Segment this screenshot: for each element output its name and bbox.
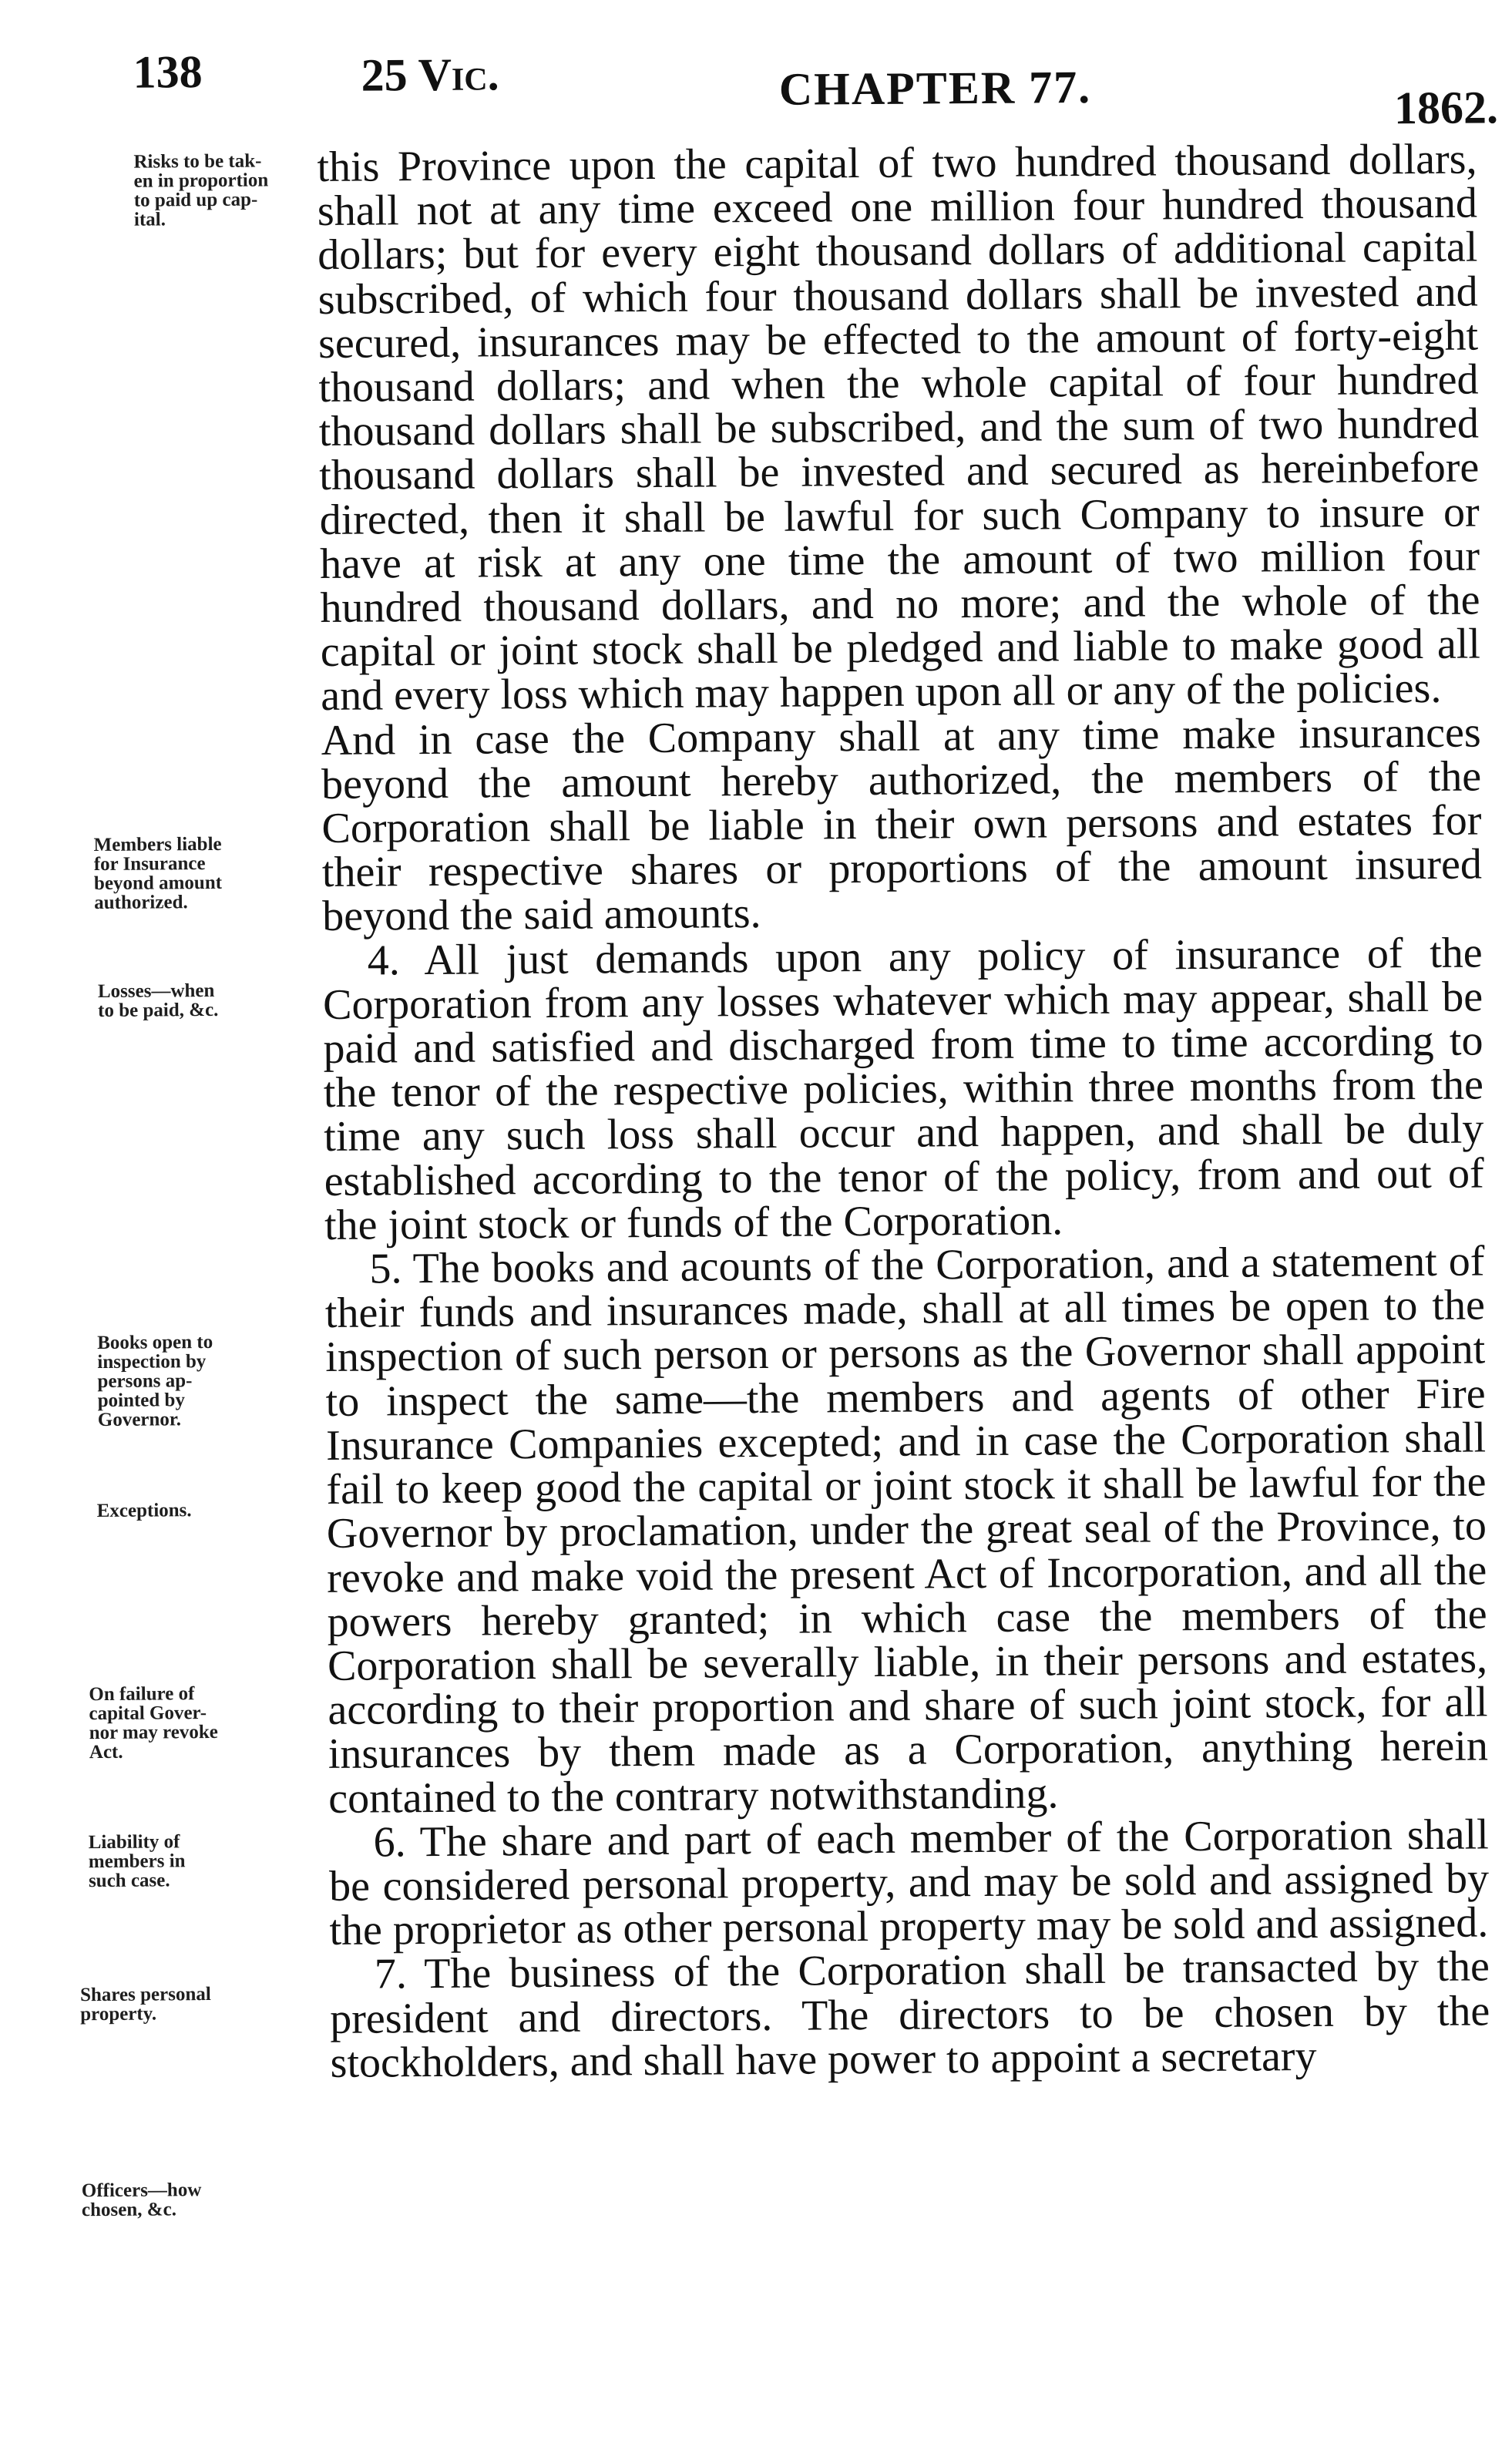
page-header: [0, 0, 1512, 160]
section-4: 4. All just demands upon any policy of insurance of the Corporation from any losses whatever which may appear, shall be paid and satisfied and discharged from time to time according to the tenor of the respective policies, within three months from the time any such loss shall occur and happen, and shall be duly established according to the tenor of the policy, from and out of the joint stock or funds of the Corporation.: [322, 929, 1484, 1249]
section-6: 6. The share and part of each member of the Corporation shall be considered personal property, and may be sold and assigned by the proprietor as other personal property may be sold and assigned.: [328, 1810, 1490, 1955]
paragraph-in-case: And in case the Company shall at any time make insurances beyond the amount hereby authorized, the members of the Corporation shall be liable in their own persons and estates for their respective shares or proportions of the amount insured beyond the said amounts.: [321, 708, 1483, 941]
page-number: 138: [133, 46, 203, 98]
margin-note-books: Books open to inspection by persons ap- pointed by Governor.: [97, 1331, 213, 1431]
margin-note-risks: Risks to be tak- en in proportion to paid up cap- ital.: [133, 150, 269, 230]
margin-note-shares: Shares personal property.: [79, 1984, 211, 2025]
margin-note-officers: Officers—how chosen, &c.: [81, 2180, 202, 2221]
body-text: [317, 137, 1490, 2085]
section-5: 5. The books and acounts of the Corporation, and a statement of their funds and insurances made, shall at all times be open to the inspection of such person or persons as the Governor shall appoint to inspect the same—the members and agents of other Fire Insurance Companies excepted; and in case the Corporation shall fail to keep good the capital or joint stock it shall be lawful for the Governor by proclamation, under the great seal of the Province, to revoke and make void the present Act of Incorporation, and all the powers hereby granted; in which case the members of the Corporation shall be severally liable, in their persons and estates, according to their proportion and share of such joint stock, for all insurances by them made as a Corporation, anything herein contained to the contrary notwithstanding.: [324, 1237, 1489, 1823]
margin-note-losses: Losses—when to be paid, &c.: [97, 980, 219, 1021]
section-7: 7. The business of the Corporation shall be transacted by the president and directors. The directors to be chosen by the stockholders, and shall have power to appoint a secretary: [330, 1942, 1490, 2087]
margin-note-exceptions: Exceptions.: [96, 1500, 192, 1522]
margin-note-members-liable: Members liable for Insurance beyond amount authorized.: [93, 833, 223, 914]
paragraph-continued: this Province upon the capital of two hundred thousand dollars, shall not at any time exceed one million four hundred thousand dollars; but for every eight thousand dollars of additional capital subscribed, of which four thousand dollars shall be invested and secured, insurances may be effected to the amount of forty-eight thousand dollars; and when the whole capital of four hundred thousand dollars shall be subscribed, and the sum of two hundred thousand dollars shall be invested and secured as hereinbefore directed, then it shall be lawful for such Company to insure or have at risk at any one time the amount of two million four hundred thousand dollars, and no more; and the whole of the capital or joint stock shall be pledged and liable to make good all and every loss which may happen upon all or any of the policies.: [317, 135, 1481, 721]
chapter-title: CHAPTER 77.: [778, 61, 1092, 115]
margin-note-failure: On failure of capital Gover- nor may revoke Act.: [89, 1683, 218, 1763]
year: 1862.: [1393, 82, 1499, 134]
regnal-year: 25 Vic.: [361, 49, 499, 101]
margin-note-liability: Liability of members in such case.: [88, 1831, 186, 1892]
